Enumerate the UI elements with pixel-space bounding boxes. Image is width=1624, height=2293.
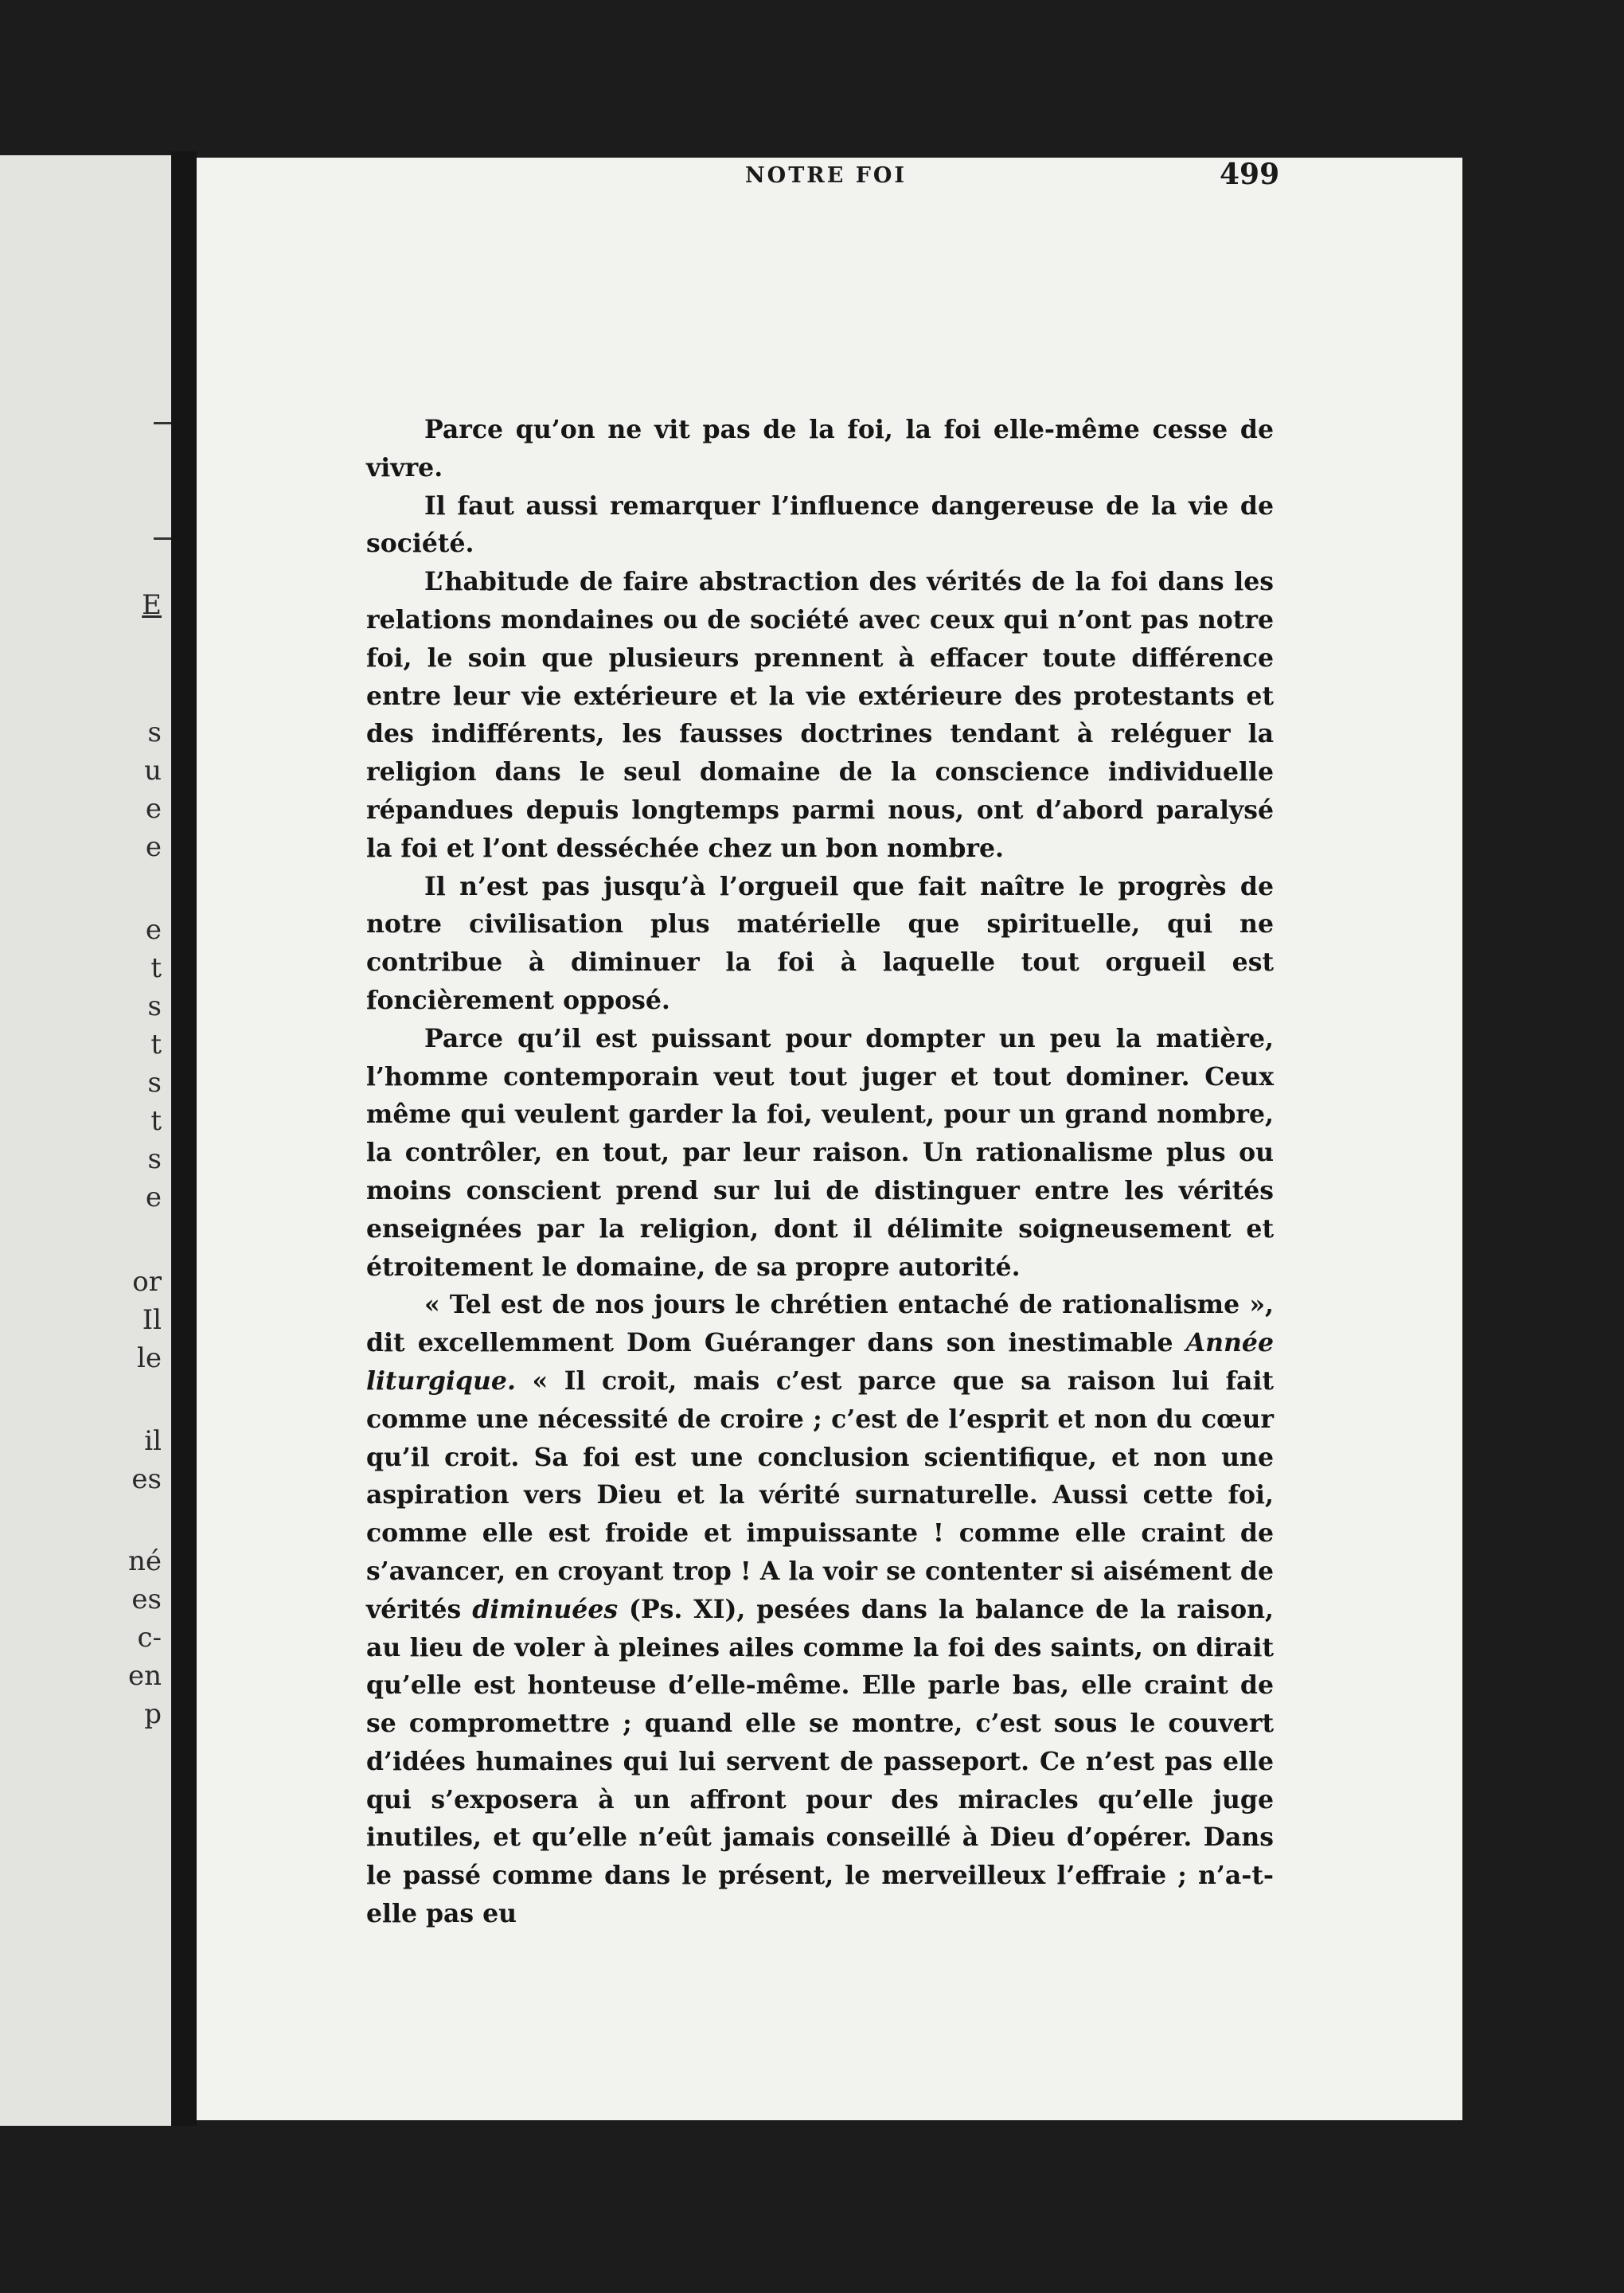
running-head: NOTRE FOI (745, 163, 908, 188)
text-run: « Tel est de nos jours le chrétien entaché de rationalisme », dit excellemment Dom Guéranger dans son inestimable (366, 1290, 1274, 1358)
left-glyph: E (142, 589, 162, 621)
left-glyph: c- (137, 1622, 162, 1654)
left-glyph: t (150, 1029, 162, 1061)
text-run: « Il croit, mais c’est parce que sa raison lui fait comme une nécessité de croire ; c’est de l’esprit et non du cœur qu’il croit. Sa foi est une conclusion scientifique, et non une aspiration vers Dieu et la vérité surnaturelle. Aussi cette foi, comme elle est froide et impuissante ! comme elle craint de s’avancer, en croyant trop ! A la voir se contenter si aisément de vérités (366, 1365, 1274, 1624)
left-glyph: s (147, 717, 162, 748)
page-number: 499 (1220, 158, 1280, 191)
paragraph: Parce qu’il est puissant pour dompter un peu la matière, l’homme contemporain veut tout juger et tout dominer. Ceux même qui veulent garder la foi, veulent, pour un grand nombre, la contrôler, en tout, par leur raison. Un rationalisme plus ou moins conscient prend sur lui de distinguer entre les vérités enseignées par la religion, dont il délimite soigneusement et étroitement le domaine, de sa propre autorité. (366, 1023, 1274, 1282)
italic-word: diminuées (472, 1594, 619, 1624)
left-glyph: p (144, 1698, 162, 1730)
left-glyph: né (127, 1545, 162, 1577)
left-glyph: e (145, 831, 162, 863)
left-page-edge (0, 155, 171, 2126)
left-glyph: u (144, 755, 162, 787)
paragraph: Il n’est pas jusqu’à l’orgueil que fait naître le progrès de notre civilisation plus matérielle que spirituelle, qui ne contribue à diminuer la foi à laquelle tout orgueil est foncièrement opposé. (366, 871, 1274, 1015)
left-page-rule (154, 422, 171, 424)
left-glyph: le (137, 1342, 162, 1374)
left-glyph: e (145, 914, 162, 946)
text-run: (Ps. XI), pesées dans la balance de la raison, au lieu de voler à pleines ailes comme la foi des saints, on dirait qu’elle est honteuse d’elle-même. Elle parle bas, elle craint de se compromettre ; quand elle se montre, c’est sous le couvert d’idées humaines qui lui servent de passeport. Ce n’est pas elle qui s’exposera à un affront pour des miracles qu’elle juge inutiles, et qu’elle n’eût jamais conseillé à Dieu d’opérer. Dans le passé comme dans le présent, le merveilleux l’effraie ; n’a-t-elle pas eu (366, 1594, 1274, 1929)
left-glyph: s (147, 1067, 162, 1099)
left-glyph: Il (142, 1304, 162, 1336)
page-body (366, 411, 1274, 1933)
paragraph: Il faut aussi remarquer l’influence dangereuse de la vie de société. (366, 490, 1274, 559)
left-glyph: es (131, 1463, 162, 1495)
paragraph: Parce qu’on ne vit pas de la foi, la foi elle-même cesse de vivre. (366, 415, 1274, 482)
left-glyph: e (145, 1182, 162, 1213)
left-page-glyphs (0, 155, 171, 2126)
left-glyph: s (147, 1143, 162, 1175)
left-glyph: en (127, 1660, 162, 1692)
paragraph-quote (366, 1286, 1274, 1933)
paragraph: L’habitude de faire abstraction des vérités de la foi dans les relations mondaines ou de société avec ceux qui n’ont pas notre foi, le soin que plusieurs prennent à effacer toute différence entre leur vie extérieure et la vie extérieure des protestants et des indifférents, les fausses doctrines tendant à reléguer la religion dans le seul domaine de la conscience individuelle répandues depuis longtemps parmi nous, ont d’abord paralysé la foi et l’ont desséchée chez un bon nombre. (366, 567, 1274, 863)
left-glyph: or (132, 1266, 162, 1298)
left-glyph: es (131, 1584, 162, 1615)
binding-gutter (171, 151, 197, 2126)
left-glyph: t (150, 1105, 162, 1137)
left-glyph: il (144, 1425, 162, 1457)
left-glyph: s (147, 990, 162, 1022)
left-glyph: t (150, 952, 162, 984)
left-page-rule (154, 537, 171, 540)
left-glyph: e (145, 793, 162, 825)
italic-title: Année liturgique. (366, 1328, 1274, 1396)
